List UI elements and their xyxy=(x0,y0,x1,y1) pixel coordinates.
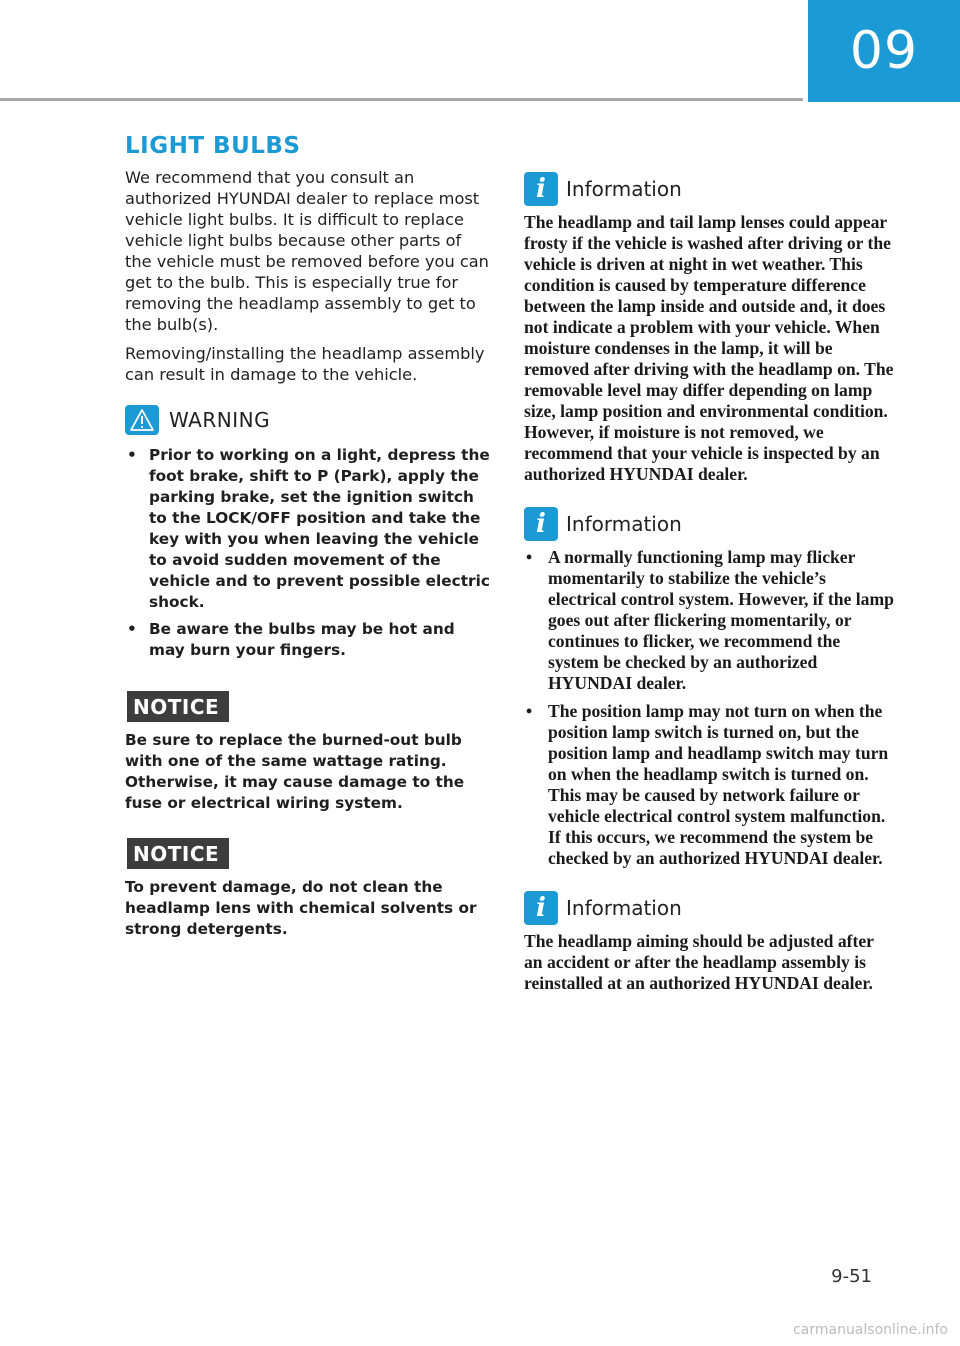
info-item: • The position lamp may not turn on when the position lamp switch is turned on, but the position lamp and headlamp switch may turn on when the headlamp switch is turned on. This may be caused by network failure or vehicle electrical control system malfunction. If this occurs, we recommend the system be checked by an authorized HYUNDAI dealer. xyxy=(526,701,889,868)
notice-text: To prevent damage, do not clean the headlamp lens with chemical solvents or strong detergents. xyxy=(125,878,477,938)
info-header xyxy=(524,891,894,925)
warning-title: WARNING xyxy=(169,408,271,432)
notice-badge: NOTICE xyxy=(127,691,229,722)
info-i-icon: i xyxy=(524,891,558,925)
header-rule xyxy=(0,98,803,101)
warning-item: • Prior to working on a light, depress the foot brake, shift to P (Park), apply the parking brake, set the ignition switch to the LOCK/OFF position and take the key with you when leaving the vehicle to avoid sudden movement of the vehicle and to prevent possible electric shock. xyxy=(127,446,490,611)
info-title: Information xyxy=(566,512,682,536)
warning-triangle-icon xyxy=(125,405,159,435)
page-number: 9-51 xyxy=(831,1266,872,1287)
intro-paragraph-2: Removing/installing the headlamp assembly can result in damage to the vehicle. xyxy=(125,344,485,384)
info-i-icon: i xyxy=(524,507,558,541)
watermark: carmanualsonline.info xyxy=(793,1322,948,1338)
warning-item: • Be aware the bulbs may be hot and may burn your fingers. xyxy=(127,620,455,659)
info-title: Information xyxy=(566,177,682,201)
warning-header xyxy=(125,405,490,435)
warning-list xyxy=(125,445,490,661)
right-column xyxy=(524,172,894,1016)
info-text: The headlamp aiming should be adjusted after an accident or after the headlamp assembly is reinstalled at an authorized HYUNDAI dealer. xyxy=(524,931,874,993)
chapter-tab: 09 xyxy=(808,0,960,102)
notice-badge: NOTICE xyxy=(127,838,229,869)
notice-text: Be sure to replace the burned-out bulb with one of the same wattage rating. Otherwise, it may cause damage to the fuse or electrical wiring system. xyxy=(125,731,465,812)
info-list xyxy=(524,547,894,869)
info-block xyxy=(524,172,894,485)
info-item: • A normally functioning lamp may flicker momentarily to stabilize the vehicle’s electrical control system. However, if the lamp goes out after flickering momentarily, or continues to flicker, we recommend the system be checked by an authorized HYUNDAI dealer. xyxy=(526,547,894,693)
info-header xyxy=(524,172,894,206)
info-title: Information xyxy=(566,896,682,920)
left-column xyxy=(125,133,490,940)
info-block xyxy=(524,891,894,994)
info-i-icon: i xyxy=(524,172,558,206)
info-block xyxy=(524,507,894,869)
section-title: LIGHT BULBS xyxy=(125,133,301,159)
info-text: The headlamp and tail lamp lenses could appear frosty if the vehicle is washed after driving or the vehicle is driven at night in wet weather. This condition is caused by temperature difference between the lamp inside and outside and, it does not indicate a problem with your vehicle. When moisture condenses in the lamp, it will be removed after driving with the headlamp on. The removable level may differ depending on lamp size, lamp position and environmental condition. However, if moisture is not removed, we recommend that your vehicle is inspected by an authorized HYUNDAI dealer. xyxy=(524,212,894,484)
info-header xyxy=(524,507,894,541)
intro-paragraph-1: We recommend that you consult an authorized HYUNDAI dealer to replace most vehicle light bulbs. It is difficult to replace vehicle light bulbs because other parts of the vehicle must be removed before you can get to the bulb. This is especially true for removing the headlamp assembly to get to the bulb(s). xyxy=(125,168,489,334)
